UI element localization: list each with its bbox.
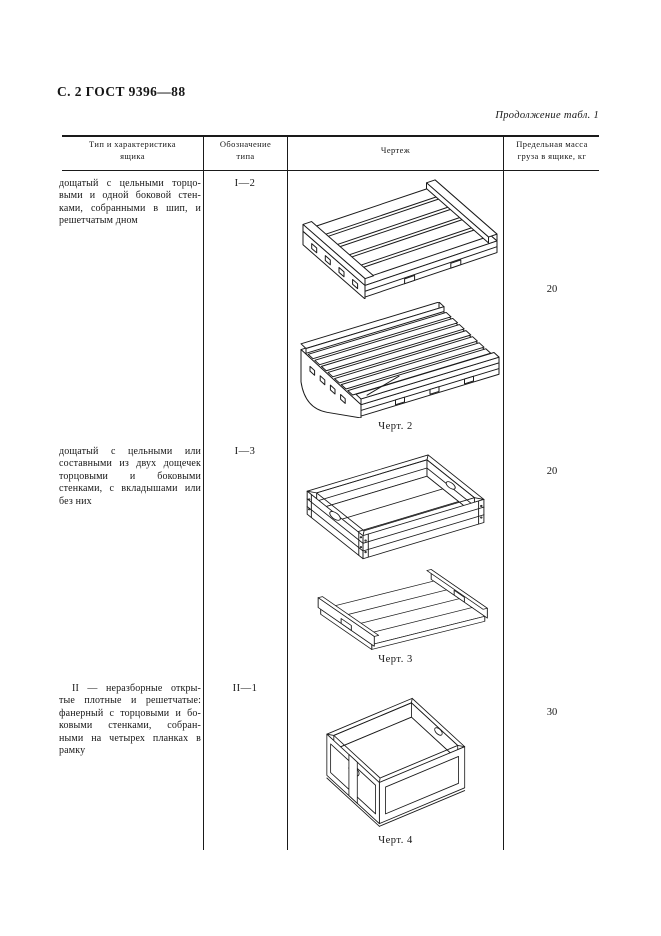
table-vertical-rule-3 bbox=[503, 136, 504, 850]
table-top-rule bbox=[62, 135, 599, 137]
column-header-designation: Обозначение типа bbox=[219, 139, 272, 161]
figure-caption-4: Черт. 4 bbox=[378, 835, 413, 846]
figure-caption-2: Черт. 2 bbox=[378, 421, 413, 432]
column-header-max-load: Предельная масса груза в ящике, кг bbox=[516, 139, 588, 161]
figure-caption-3: Черт. 3 bbox=[378, 654, 413, 665]
row2-description: дощатый с цельными или составными из двух дощечек торцовыми и боковыми стенками, с вкладышами или без них bbox=[59, 446, 201, 507]
row3-type-designation: II—1 bbox=[232, 683, 258, 694]
table-vertical-rule-2 bbox=[287, 136, 288, 850]
row1-type-designation: I—2 bbox=[234, 178, 256, 189]
column-header-drawing: Чертеж bbox=[380, 145, 411, 155]
table-vertical-rule-1 bbox=[203, 136, 204, 850]
row2-type-designation: I—3 bbox=[234, 446, 256, 457]
figure-slatted-tray-view2 bbox=[287, 302, 502, 418]
table-header-rule bbox=[62, 170, 599, 171]
figure-slatted-tray-view1 bbox=[289, 177, 499, 299]
row2-max-load-value: 20 bbox=[546, 466, 558, 477]
table-continuation-note: Продолжение табл. 1 bbox=[495, 110, 599, 121]
column-header-type: Тип и характеристика ящика bbox=[89, 139, 176, 161]
row1-description: дощатый с цельными торцо- выми и одной боковой стен- ками, собранными в шип, и решетчатым дном bbox=[59, 178, 201, 227]
figure-plywood-box bbox=[317, 693, 477, 829]
row3-max-load-value: 30 bbox=[546, 707, 558, 718]
row1-max-load-value: 20 bbox=[546, 284, 558, 295]
figure-shallow-tray bbox=[297, 567, 493, 653]
figure-planked-crate bbox=[296, 450, 496, 562]
row3-description: II — неразборные откры- тые плотные и решетчатые: фанерный с торцовыми и бо- ковыми стенками, собран- ными на четырех планках в рамку bbox=[59, 683, 201, 757]
page-header: С. 2 ГОСТ 9396—88 bbox=[57, 84, 186, 99]
